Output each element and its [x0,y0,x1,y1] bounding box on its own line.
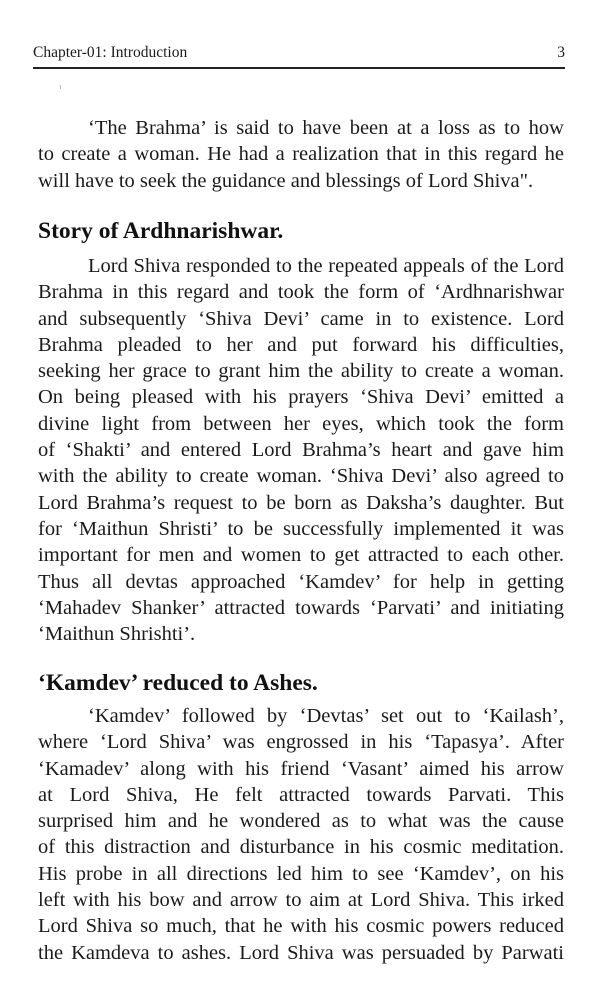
text-line: Brahma pleaded to her and put forward his difficulties, [38,333,564,356]
text-line: with the ability to create woman. ‘Shiva Devi’ also agreed to [38,465,564,488]
header-rule [33,67,565,69]
text-line: will have to seek the guidance and blessings of Lord Shiva". [38,169,534,192]
text-line: Lord Shiva so much, that he with his cosmic powers reduced [38,915,564,938]
page-number: 3 [557,44,565,61]
text-line: where ‘Lord Shiva’ was engrossed in his ‘Tapasya’. After [38,731,564,754]
text-line: seeking her grace to grant him the ability to create a woman. [38,360,564,383]
section-heading-kamdev: ‘Kamdev’ reduced to Ashes. [38,670,318,696]
text-line: important for men and women to get attracted to each other. [38,544,564,567]
text-line: of ‘Shakti’ and entered Lord Brahma’s heart and gave him [38,439,564,462]
text-line: His probe in all directions led him to see ‘Kamdev’, on his [38,862,564,885]
text-line: to create a woman. He had a realization that in this regard he [38,143,564,166]
text-line: ‘The Brahma’ is said to have been at a loss as to how [88,117,564,139]
paragraph-ardhnarishwar [38,253,564,647]
text-line: ‘Kamdev’ followed by ‘Devtas’ set out to ‘Kailash’, [88,705,564,727]
text-line: Lord Brahma’s request to be born as Daksha’s daughter. But [38,491,564,514]
text-line: ‘Maithun Shrishti’. [38,623,196,646]
page-header [33,44,565,68]
text-line: and subsequently ‘Shiva Devi’ came in to existence. Lord [38,307,564,330]
text-line: the Kamdeva to ashes. Lord Shiva was persuaded by Parwati [38,941,564,964]
text-line: left with his bow and arrow to aim at Lord Shiva. This irked [38,889,564,912]
paragraph-intro [38,115,564,194]
text-line: surprised him and he wondered as to what was the cause [38,810,564,833]
text-line: of this distraction and disturbance in his cosmic meditation. [38,836,564,859]
text-line: ‘Kamadev’ along with his friend ‘Vasant’ aimed his arrow [38,757,564,780]
text-line: Thus all devtas approached ‘Kamdev’ for help in getting [38,570,564,593]
text-line: On being pleased with his prayers ‘Shiva Devi’ emitted a [38,386,564,409]
section-heading-ardhnarishwar: Story of Ardhnarishwar. [38,218,284,244]
text-line: Lord Shiva responded to the repeated appeals of the Lord [88,255,564,277]
chapter-title: Chapter-01: Introduction [33,44,188,61]
text-line: for ‘Maithun Shristi’ to be successfully implemented it was [38,517,564,540]
paragraph-kamdev [38,703,564,966]
scan-speck [60,85,61,89]
text-line: divine light from between her eyes, which took the form [38,412,564,435]
text-line: at Lord Shiva, He felt attracted towards Parvati. This [38,783,564,806]
text-line: Brahma in this regard and took the form of ‘Ardhnarishwar [38,281,564,304]
text-line: ‘Mahadev Shanker’ attracted towards ‘Parvati’ and initiating [38,596,564,619]
